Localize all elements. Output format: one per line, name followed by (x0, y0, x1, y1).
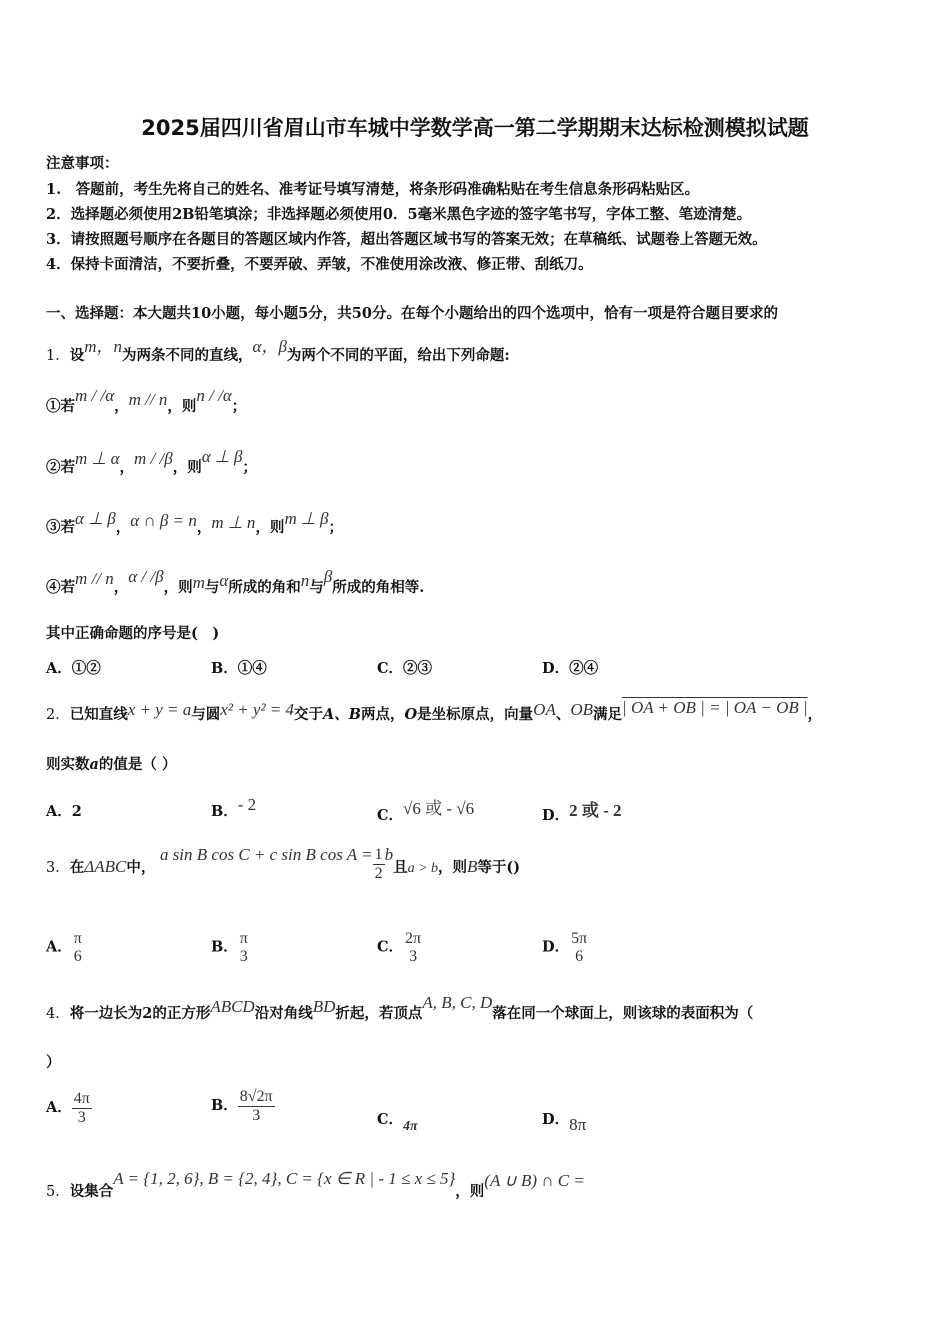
option-label: D． (542, 660, 570, 677)
option-label: A． (46, 938, 72, 956)
q1-ab: α，β (252, 337, 287, 356)
option-label: C． (377, 1111, 404, 1128)
q1-statement-4: ④若m // n，α / /β，则m与α所成的角和n与β所成的角相等. (46, 567, 425, 596)
math-expr: α ⊥ β (201, 447, 243, 466)
q1-question: 其中正确命题的序号是( ) (46, 625, 220, 642)
q3-text: 在 (69, 859, 85, 877)
option-label: A． (46, 803, 72, 820)
q4-option-a[interactable] (46, 1090, 92, 1126)
math-var: β (323, 567, 333, 586)
math-var: OA (533, 700, 556, 719)
option-text: ②④ (569, 660, 599, 677)
q5-text: ，则 (455, 1183, 485, 1200)
notice-item-1: 1. 答题前，考生先将自己的姓名、准考证号填写清楚，将条形码准确粘贴在考生信息条形码粘贴区。 (46, 181, 700, 198)
math-var: OB (570, 700, 594, 719)
fraction (373, 846, 385, 882)
q4-text: 沿对角线 (254, 1005, 313, 1022)
q4-text: 将一边长为2的正方形 (69, 1005, 211, 1022)
math-var: n (300, 571, 310, 590)
fraction (238, 930, 250, 965)
statement-text: 所成的角相等. (332, 579, 425, 596)
q4-text: 落在同一个球面上，则该球的表面积为（ (492, 1005, 754, 1022)
fraction (72, 1090, 92, 1126)
option-label: B． (211, 660, 238, 677)
q3-text: ，则 (438, 859, 468, 877)
statement-lead: ①若 (46, 398, 75, 415)
q2-text: ， (807, 706, 823, 723)
fraction (72, 930, 84, 965)
notice-item-3: 3．请按照题号顺序在各题目的答题区域内作答，超出答题区域书写的答案无效；在草稿纸、试题卷上答题无效。 (46, 231, 767, 248)
option-text: ①④ (237, 660, 267, 677)
q2-option-d[interactable] (542, 800, 622, 825)
fraction-numerator: 5π (571, 930, 588, 947)
q1-statement-2: ②若m ⊥ α，m / /β，则α ⊥ β； (46, 447, 257, 476)
math-var: O (404, 706, 418, 723)
q5-text: 设集合 (69, 1183, 114, 1200)
fraction-numerator: 8√2π (239, 1088, 273, 1105)
q3-text: 且 (393, 859, 408, 877)
option-text: ②③ (403, 660, 433, 677)
option-label: B． (211, 803, 238, 820)
q5-number: 5． (46, 1184, 70, 1200)
q3-text: 中， (126, 859, 156, 877)
q2-text: 两点， (361, 706, 405, 723)
fraction-denominator: 3 (252, 1106, 261, 1124)
q1-option-a[interactable] (46, 657, 101, 678)
q4-option-b[interactable] (211, 1088, 275, 1124)
q1-text-2: 为两条不同的直线， (122, 347, 253, 364)
fraction-numerator: 2π (405, 930, 422, 947)
q4-number: 4． (46, 1006, 70, 1022)
option-label: C． (377, 938, 404, 956)
q1-statement-3: ③若α ⊥ β，α ∩ β = n，m ⊥ n，则m ⊥ β； (46, 509, 343, 536)
q3-text: 等于() (477, 859, 521, 877)
option-text: ①② (71, 660, 101, 677)
fraction-denominator: 6 (575, 947, 584, 965)
option-label: D． (542, 938, 570, 956)
q1-text-1: 设 (69, 347, 85, 364)
q5-stem (46, 1169, 585, 1201)
math-expr: a sin B cos C + c sin B cos A = (159, 845, 373, 865)
fraction-numerator: 1 (374, 846, 383, 863)
fraction-denominator: 6 (73, 947, 82, 965)
math-expr: A, B, C, D (422, 993, 493, 1012)
option-label: B． (211, 1097, 238, 1115)
statement-lead: ④若 (46, 579, 75, 596)
q4-option-c[interactable] (377, 1108, 418, 1134)
q2-stem-line2 (46, 753, 176, 774)
q1-stem (46, 337, 510, 365)
statement-then: ，则 (163, 579, 193, 596)
q1-mn: m，n (84, 337, 123, 356)
q4-close: ） (46, 1054, 61, 1071)
option-text: - 2 (237, 795, 257, 814)
statement-then: ，则 (172, 459, 202, 476)
math-var: a (89, 756, 99, 773)
option-text: √6 或 - √6 (403, 799, 475, 818)
q2-text: 已知直线 (69, 706, 128, 723)
fraction-numerator: π (73, 930, 82, 947)
q3-stem (46, 845, 521, 886)
option-text: 8π (569, 1115, 587, 1134)
statement-text: 与 (204, 579, 220, 596)
notice-item-2: 2．选择题必须使用2B铅笔填涂；非选择题必须使用0．5毫米黑色字迹的签字笔书写，字体工整、笔迹清楚。 (46, 206, 752, 223)
fraction-denominator: 3 (239, 947, 248, 965)
math-expr: x² + y² = 4 (220, 700, 295, 719)
fraction-denominator: 3 (409, 947, 418, 965)
math-expr: n / /α (196, 386, 232, 405)
q1-option-c[interactable] (377, 657, 432, 678)
statement-end: ； (242, 459, 257, 476)
fraction (403, 930, 423, 965)
math-expr: A = {1, 2, 6}, B = {2, 4}, C = {x ∈ R | - 1 ≤ x ≤ 5} (113, 1169, 456, 1188)
math-expr: (A ∪ B) ∩ C = (484, 1171, 585, 1190)
math-expr: m ⊥ α (75, 449, 120, 468)
option-label: D． (542, 807, 570, 824)
q1-text-3: 为两个不同的平面，给出下列命题: (286, 347, 510, 364)
math-expr: m ⊥ β (284, 509, 329, 528)
option-label: A． (46, 660, 72, 677)
fraction (569, 930, 589, 965)
q1-statement-1: ①若m / /α，m // n，则n / /α； (46, 386, 247, 415)
q1-option-d[interactable] (542, 657, 598, 678)
notice-heading: 注意事项： (46, 155, 119, 172)
statement-lead: ③若 (46, 519, 75, 536)
option-label: A． (46, 1099, 72, 1117)
statement-then: ，则 (255, 519, 285, 536)
math-expr: ABCD (210, 997, 255, 1016)
statement-then: ，则 (167, 398, 197, 415)
q2-text: 交于 (294, 706, 324, 723)
math-expr: m ⊥ n (211, 513, 256, 532)
option-label: D． (542, 1111, 570, 1128)
math-expr: α ∩ β = n (130, 511, 197, 530)
page-title: 2025届四川省眉山市车城中学数学高一第二学期期末达标检测模拟试题 (141, 116, 809, 140)
option-label: C． (377, 807, 404, 824)
q2-text: 的值是（ ） (98, 756, 177, 773)
section-heading: 一、选择题：本大题共10小题，每小题5分，共50分。在每个小题给出的四个选项中，恰有一项是符合题目要求的 (46, 305, 778, 322)
q2-text: 、 (555, 706, 571, 723)
q4-text: 折起，若顶点 (335, 1005, 423, 1022)
option-label: C． (377, 660, 404, 677)
q1-number: 1． (46, 348, 70, 364)
q2-option-b[interactable] (211, 795, 257, 821)
math-expr: m / /β (134, 449, 173, 468)
math-expr: x + y = a (127, 700, 192, 719)
math-expr: BD (312, 997, 336, 1016)
option-text: 2 (71, 803, 82, 820)
statement-text: 与 (309, 579, 324, 596)
math-expr: a > b (407, 861, 439, 877)
statement-end: ； (231, 398, 247, 415)
math-var: α (219, 571, 229, 590)
math-var: b (384, 845, 394, 865)
q3-option-a[interactable] (46, 930, 84, 965)
q3-option-d[interactable] (542, 930, 589, 965)
q2-number: 2． (46, 707, 70, 723)
q3-option-b[interactable] (211, 930, 250, 965)
math-expr: α ⊥ β (75, 509, 116, 528)
q2-text: 满足 (593, 706, 623, 723)
q2-stem (46, 698, 823, 724)
option-label: B． (211, 938, 238, 956)
option-text: 2 或 - 2 (569, 801, 622, 820)
math-var: A、B (323, 706, 362, 723)
fraction-denominator: 2 (374, 864, 383, 882)
q1-option-b[interactable] (211, 657, 267, 678)
math-expr: | OA + OB | = | OA − OB | (622, 698, 808, 717)
fraction (238, 1088, 275, 1124)
option-text: 4π (403, 1119, 418, 1134)
q2-text: 则实数 (46, 756, 90, 773)
fraction-numerator: π (239, 930, 248, 947)
math-expr: m // n (128, 390, 168, 409)
statement-lead: ②若 (46, 459, 75, 476)
q2-option-a[interactable] (46, 800, 82, 821)
math-var: m (192, 573, 205, 592)
q2-text: 与圆 (191, 706, 221, 723)
fraction-numerator: 4π (73, 1090, 90, 1107)
statement-end: ； (328, 519, 343, 536)
notice-item-4: 4．保持卡面清洁，不要折叠，不要弄破、弄皱，不准使用涂改液、修正带、刮纸刀。 (46, 256, 593, 273)
q4-stem (46, 993, 754, 1023)
math-expr: ΔABC (84, 857, 127, 877)
math-expr: α / /β (128, 567, 164, 586)
math-expr: m // n (75, 569, 114, 588)
math-var: B (467, 857, 478, 877)
fraction-denominator: 3 (77, 1108, 86, 1126)
math-expr: m / /α (75, 386, 115, 405)
q3-option-c[interactable] (377, 930, 423, 965)
q3-number: 3． (46, 860, 70, 877)
q4-option-d[interactable] (542, 1108, 587, 1134)
q2-text: 是坐标原点，向量 (417, 706, 534, 723)
statement-text: 所成的角和 (228, 579, 301, 596)
q2-option-c[interactable] (377, 800, 474, 825)
